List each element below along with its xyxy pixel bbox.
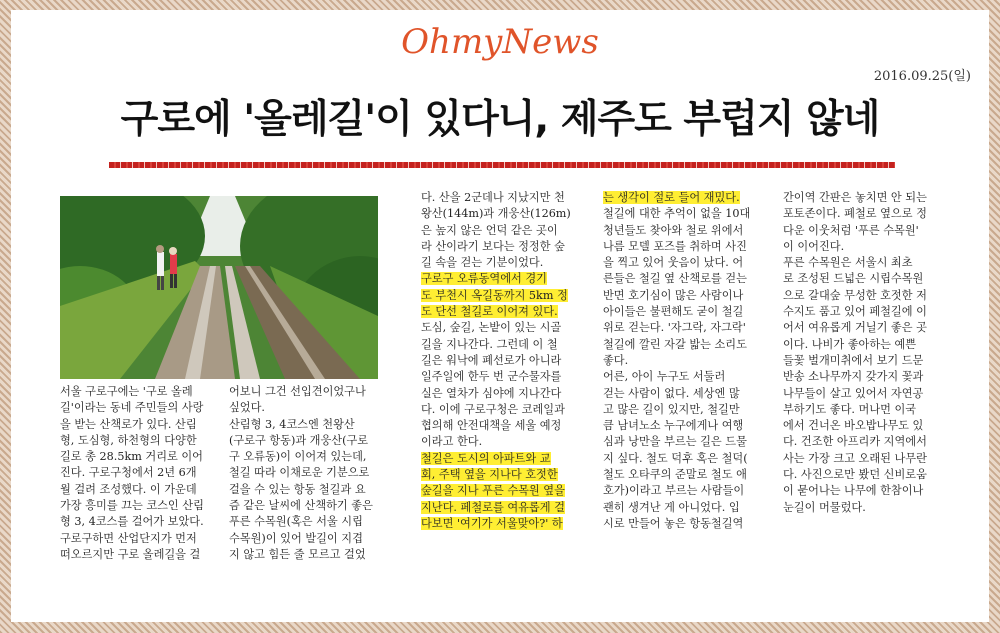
article-column-2 [229, 384, 373, 563]
text-line: 이다. 나비가 좋아하는 예쁜 [783, 337, 917, 351]
article-column-5 [783, 190, 927, 516]
text-line: 라 산이라기 보다는 정정한 숲 [421, 239, 565, 253]
text-line: 들꽃 벌개미취에서 보기 드문 [783, 353, 924, 367]
text-line: (구로구 항동)과 개웅산(구로 [229, 433, 369, 447]
text-line: 떠오르지만 구로 올레길을 걸 [60, 547, 201, 561]
text-line [421, 451, 571, 467]
text-line [421, 516, 571, 532]
text-line: 구로구하면 산업단지가 먼저 [60, 531, 197, 545]
text-line: 푸른 수목원은 서울시 최초 [783, 256, 913, 270]
text-line: 이 이어진다. [783, 239, 845, 253]
highlighted-text: 도 단선 철길로 이어져 있다. [421, 305, 558, 319]
text-line: 반면 호기심이 많은 사람이나 [603, 288, 744, 302]
publication-date: 2016.09.25(일) [873, 69, 971, 84]
highlighted-text: 구로구 오류동역에서 경기 [421, 272, 547, 286]
text-line: 일주일에 한두 번 군수물자를 [421, 370, 562, 384]
article-column-3 [421, 190, 571, 532]
text-line: 구 오류동)이 이어져 있는데, [229, 450, 367, 464]
text-line: 른들은 철길 옆 산책로를 걷는 [603, 272, 747, 286]
text-line: 호가)이라고 부르는 사람들이 [603, 484, 745, 498]
ohmynews-logo: OhmyNews [401, 22, 599, 62]
text-line: 어서 여유롭게 거닐기 좋은 곳 [783, 321, 927, 335]
text-line: 반송 소나무까지 갖가지 꽃과 [783, 370, 924, 384]
headline-divider [109, 162, 895, 168]
text-line: 걷는 사람이 없다. 세상엔 많 [603, 386, 740, 400]
text-line [421, 500, 571, 516]
text-line: 실은 열차가 심야에 지나간다 [421, 386, 562, 400]
text-line: 고 많은 길이 있지만, 철길만 [603, 402, 740, 416]
text-line: 은 높지 않은 언덕 같은 곳이 [421, 223, 558, 237]
text-line: 즘 같은 날씨에 산책하기 좋은 [229, 499, 373, 513]
text-line: 다. 이에 구로구청은 코레일과 [421, 402, 565, 416]
text-line: 지 않고 힘든 줄 모르고 걸었 [229, 547, 366, 561]
text-line: 길'이라는 동네 주민들의 사랑 [60, 401, 204, 415]
text-line: 철도 오타쿠의 준말로 철도 애 [603, 468, 747, 482]
text-line: 위로 걷는다. '자그락, 자그락' [603, 321, 746, 335]
article-column-1 [60, 384, 204, 563]
text-line: 다운 이웃처럼 '푸른 수목원' [783, 223, 919, 237]
text-line: 철길에 깔린 자갈 밟는 소리도 [603, 337, 747, 351]
highlighted-text: 지난다. 페철로를 여유롭게 걸 [421, 500, 565, 514]
text-line: 큼 남녀노소 누구에게나 여행 [603, 419, 744, 433]
text-line: 어른, 아이 누구도 서둘러 [603, 370, 726, 384]
text-line: 간이역 간판은 놓치면 안 되는 [783, 191, 927, 204]
text-line: 길로 총 28.5km 거리로 이어 [60, 450, 203, 464]
text-line: 에서 건너온 바오밥나무도 있 [783, 419, 924, 433]
text-line: 도심, 숲길, 논밭이 있는 시골 [421, 321, 562, 335]
text-line: 아이들은 불편해도 굳이 철길 [603, 305, 744, 319]
text-line: 지 싶다. 철도 덕후 혹은 철덕( [603, 451, 748, 465]
article-photo [60, 196, 378, 379]
text-line: 철길 따라 이채로운 기분으로 [229, 466, 370, 480]
text-line [603, 190, 750, 206]
text-line: 어보니 그건 선입견이었구나 [229, 385, 366, 398]
text-line: 월 걸려 조성했다. 이 가운데 [60, 482, 197, 496]
highlighted-text: 회, 주택 옆을 지나다 호젓한 [421, 468, 558, 482]
highlighted-text: 도 부천시 옥길동까지 5km 정 [421, 288, 568, 302]
text-line: 시로 만들어 놓은 항동철길역 [603, 516, 744, 530]
text-line: 싶었다. [229, 401, 265, 415]
text-line: 부하기도 좋다. 머나먼 이국 [783, 402, 917, 416]
text-line [421, 288, 571, 304]
text-line: 수지도 품고 있어 페철길에 이 [783, 305, 927, 319]
text-line: 눈길이 머물렀다. [783, 500, 866, 514]
text-line: 서울 구로구에는 '구로 올레 [60, 385, 193, 398]
text-line: 으로 갈대숲 무성한 호젓한 저 [783, 288, 927, 302]
text-line: 이라고 한다. [421, 435, 483, 449]
text-line: 철길에 대한 추억이 없을 10대 [603, 207, 751, 221]
text-line: 좋다. [603, 353, 629, 367]
highlighted-text: 숲길을 지나 푸른 수목원 옆을 [421, 484, 565, 498]
article-headline: 구로에 '올레길'이 있다니, 제주도 부럽지 않네 [120, 97, 880, 142]
text-line: 을 받는 산책로가 있다. 산림 [60, 417, 197, 431]
highlighted-text: 철길은 도시의 아파트와 교 [421, 451, 551, 465]
text-line: 가장 흥미를 끄는 코스인 산림 [60, 499, 204, 513]
text-line: 형, 도심형, 하천형의 다양한 [60, 433, 197, 447]
text-line: 형 3, 4코스를 걸어가 보았다. [60, 515, 204, 529]
text-line [421, 467, 571, 483]
highlighted-text: 다보면 '여기가 서울맞아?' 하 [421, 516, 563, 530]
rail-trail-photo [60, 196, 378, 379]
text-line: 걸을 수 있는 항동 철길과 요 [229, 482, 366, 496]
text-line: 이 묻어나는 나무에 한참이나 [783, 484, 924, 498]
text-line: 푸른 수목원(혹은 서울 시립 [229, 515, 363, 529]
text-line: 나무들이 살고 있어서 자연공 [783, 386, 924, 400]
text-line: 청년들도 찾아와 철로 위에서 [603, 223, 744, 237]
text-line: 다. 건조한 아프리카 지역에서 [783, 435, 927, 449]
text-line: 협의해 안전대책을 세울 예정 [421, 419, 562, 433]
article-column-4 [603, 190, 750, 532]
text-line: 다. 산을 2군데나 지났지만 천 [421, 191, 565, 204]
text-line: 괜히 생겨난 게 아니었다. 입 [603, 500, 740, 514]
text-line: 을 찍고 있어 웃음이 났다. 어 [603, 256, 744, 270]
text-line: 나름 모델 포즈를 취하며 사진 [603, 239, 747, 253]
text-line: 로 조성된 드넓은 시립수목원 [783, 272, 924, 286]
highlighted-text: 는 생각이 절로 들어 재밌다. [603, 191, 740, 204]
text-line: 심과 낭만을 부르는 길은 드물 [603, 435, 747, 449]
text-line: 산림형 3, 4코스엔 천왕산 [229, 417, 355, 431]
text-line: 수목원)이 있어 발길이 지겹 [229, 531, 363, 545]
text-line: 사는 가장 크고 오래된 나무란 [783, 451, 927, 465]
text-line: 길을 지나간다. 그런데 이 철 [421, 337, 558, 351]
newspaper-clipping [11, 10, 989, 622]
text-line [421, 304, 571, 320]
text-line: 왕산(144m)과 개웅산(126m) [421, 207, 571, 221]
text-line: 포토존이다. 폐철로 옆으로 정 [783, 207, 927, 221]
text-line: 길 속을 걷는 기분이었다. [421, 256, 544, 270]
text-line: 길은 워낙에 폐선로가 아니라 [421, 353, 562, 367]
text-line: 다. 사진으로만 봤던 신비로움 [783, 468, 927, 482]
text-line [421, 483, 571, 499]
text-line [421, 271, 571, 287]
text-line: 진다. 구로구청에서 2년 6개 [60, 466, 197, 480]
